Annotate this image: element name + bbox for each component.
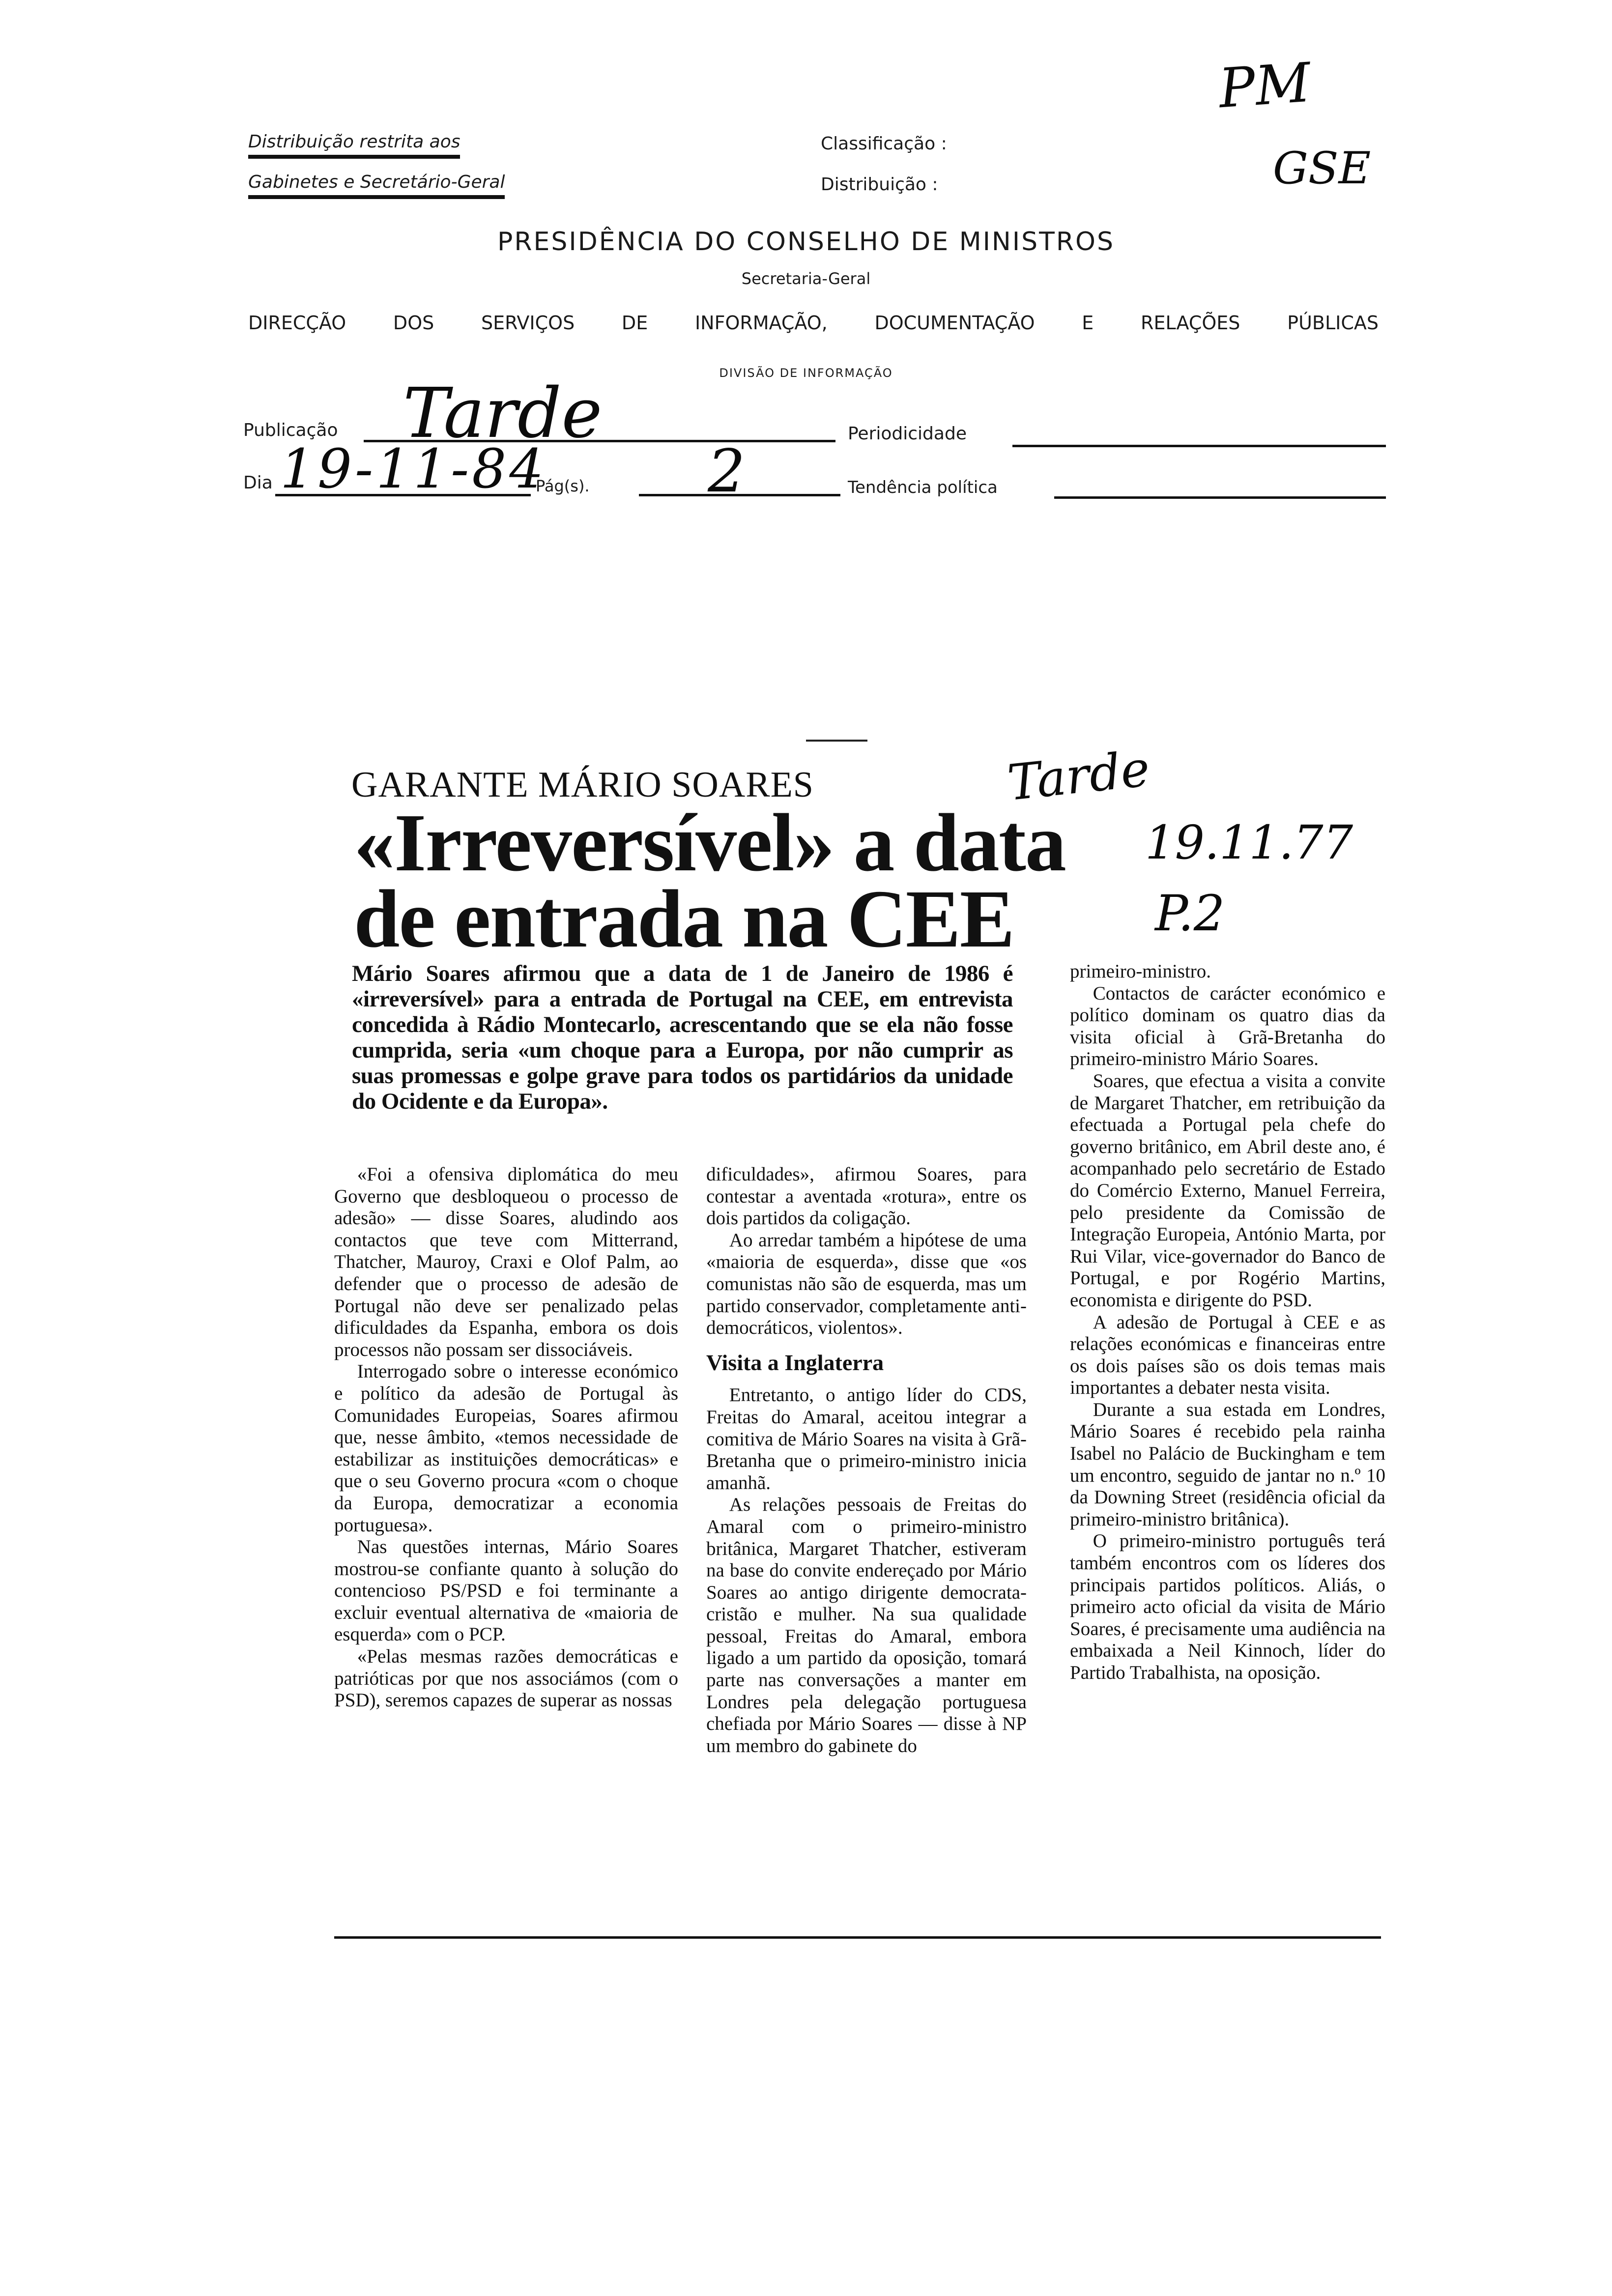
- day-value: 19-11-84: [280, 437, 547, 500]
- paragraph: «Foi a ofensiva diplomática do meu Governo que desbloqueou o processo de adesão» — disse Soares, aludindo aos contactos que teve com Mitterrand, Thatcher, Mauroy, Craxi e Olof Palm, ao defender que o processo de adesão de Portugal não deve ser penalizado pelas dificuldades da Espanha, embora os dois processos não possam ser dissociáveis.: [334, 1164, 678, 1360]
- paragraph: primeiro-ministro.: [1070, 961, 1211, 982]
- paragraph: Soares, que efectua a visita a convite de Margaret Thatcher, em retribuição da efectuada a Portugal pela chefe do governo britânico, em Abril deste ano, é acompanhado pelo secretário de Estado do Comércio Externo, Manuel Ferreira, pelo presidente da Comissão de Integração Europeia, António Marta, por Rui Vilar, vice-governador do Banco de Portugal, e por Rogério Martins, economista e dirigente do PSD.: [1070, 1070, 1385, 1311]
- article-bottom-rule: [334, 1936, 1381, 1939]
- paragraph: dificuldades», afirmou Soares, para contestar a aventada «rotura», entre os dois partidos da coligação.: [706, 1164, 1027, 1229]
- restricted-distribution-line-1: Distribuição restrita aos: [248, 132, 460, 159]
- political-tendency-label: Tendência política: [848, 478, 998, 497]
- classification-label: Classificação :: [821, 134, 947, 154]
- handwritten-page: P.2: [1155, 885, 1225, 942]
- pages-label: Pág(s).: [536, 477, 590, 495]
- paragraph: Contactos de carácter económico e político dominam os quatro dias da visita oficial à Grã-Bretanha do primeiro-ministro Mário Soares.: [1070, 982, 1385, 1070]
- handwritten-pm: PM: [1216, 51, 1313, 120]
- article-headline-line-2: de entrada na CEE: [354, 873, 1014, 965]
- institution-title: PRESIDÊNCIA DO CONSELHO DE MINISTROS: [497, 227, 1115, 257]
- division-title: DIVISÃO DE INFORMAÇÃO: [719, 366, 893, 380]
- distribution-label: Distribuição :: [821, 174, 938, 195]
- publication-value: Tarde: [403, 373, 603, 454]
- article-kicker: GARANTE MÁRIO SOARES: [351, 765, 814, 805]
- paragraph: «Pelas mesmas razões democráticas e patrióticas por que nos associámos (com o PSD), seremos capazes de superar as nossas: [334, 1646, 678, 1711]
- article-column-2: [706, 1164, 1027, 1757]
- paragraph: Nas questões internas, Mário Soares mostrou-se confiante quanto à solução do contencioso PS/PSD e foi terminante a excluir eventual alternativa de «maioria de esquerda» com o PCP.: [334, 1536, 678, 1645]
- paragraph: Interrogado sobre o interesse económico e político da adesão de Portugal às Comunidades Europeias, Soares afirmou que, nesse âmbito, «temos necessidade de estabilizar as instituições democráticas» e que o seu Governo procura «com o choque da Europa, democratizar a economia portuguesa».: [334, 1361, 678, 1536]
- paragraph: Ao arredar também a hipótese de uma «maioria de esquerda», disse que «os comunistas não são de esquerda, mas um partido conservador, completamente anti-democráticos, violentos».: [706, 1229, 1027, 1339]
- political-tendency-field: [1054, 496, 1386, 499]
- paragraph: A adesão de Portugal à CEE e as relações económicas e financeiras entre os dois países são os dois temas mais importantes a debater nesta visita.: [1070, 1311, 1385, 1399]
- paragraph: O primeiro-ministro português terá também encontros com os líderes dos principais partidos políticos. Aliás, o primeiro acto oficial da visita de Mário Soares, é precisamente uma audiência na embaixada a Neil Kinnoch, líder do Partido Trabalhista, na oposição.: [1070, 1530, 1385, 1683]
- article-lead: Mário Soares afirmou que a data de 1 de Janeiro de 1986 é «irreversível» para a entrada de Portugal na CEE, em entrevista concedida à Rádio Montecarlo, acrescentando que se ela não fosse cumprida, seria «um choque para a Europa, por não cumprir as suas promessas e golpe grave para todos os partidários da unidade do Ocidente e da Europa».: [352, 961, 1013, 1114]
- day-label: Dia: [243, 473, 273, 493]
- secretariat-title: Secretaria-Geral: [741, 269, 871, 288]
- paragraph: As relações pessoais de Freitas do Amaral com o primeiro-ministro britânica, Margaret Thatcher, estiveram na base do convite endereçado por Mário Soares ao antigo dirigente democrata-cristão e mulher. Na sua qualidade pessoal, Freitas do Amaral, embora ligado a um partido da oposição, tomará parte nas conversações a manter em Londres pela delegação portuguesa chefiada por Mário Soares — disse à NP um membro do gabinete do: [706, 1494, 1027, 1756]
- article-column-3: [1070, 961, 1385, 1684]
- article-column-1: [334, 1164, 678, 1712]
- paragraph: Entretanto, o antigo líder do CDS, Freitas do Amaral, aceitou integrar a comitiva de Mário Soares na visita à Grã-Bretanha que o primeiro-ministro inicia amanhã.: [706, 1384, 1027, 1493]
- article-subhead: Visita a Inglaterra: [706, 1349, 884, 1375]
- handwritten-source: Tarde: [1005, 740, 1152, 812]
- directorate-title: DIRECÇÃO DOS SERVIÇOS DE INFORMAÇÃO, DOCUMENTAÇÃO E RELAÇÕES PÚBLICAS: [248, 312, 1379, 334]
- divider: [806, 740, 867, 742]
- periodicity-field: [1012, 445, 1386, 447]
- periodicity-label: Periodicidade: [848, 424, 967, 444]
- article-headline-line-1: «Irreversível» a data: [354, 797, 1065, 889]
- publication-label: Publicação: [243, 420, 338, 440]
- pages-value: 2: [708, 437, 746, 506]
- paragraph: Durante a sua estada em Londres, Mário Soares é recebido pela rainha Isabel no Palácio de Buckingham e tem um encontro, seguido de jantar no n.º 10 da Downing Street (residência oficial da primeiro-ministro britânica).: [1070, 1399, 1385, 1530]
- restricted-distribution-line-2: Gabinetes e Secretário-Geral: [248, 172, 505, 199]
- handwritten-gse: GSE: [1273, 143, 1371, 194]
- handwritten-date: 19.11.77: [1145, 816, 1353, 870]
